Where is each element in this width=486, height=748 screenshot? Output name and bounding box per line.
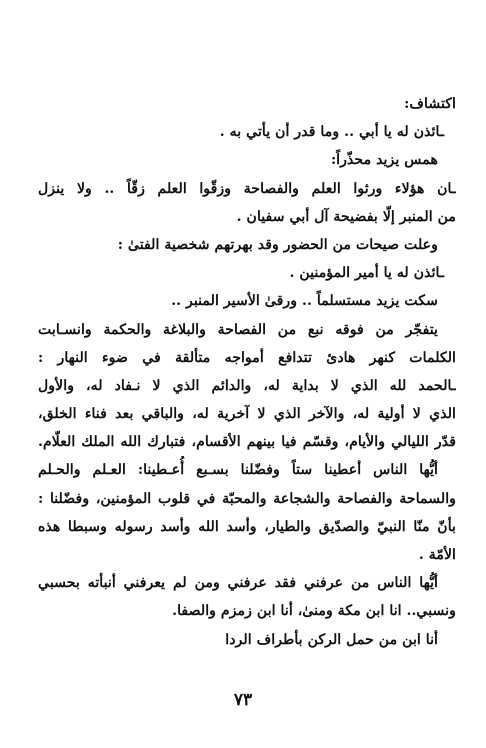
text-line: أيُّها الناس من عرفني فقد عرفني ومن لم يعرفني أنبأته بحسبي: [38, 575, 438, 592]
text-line: الذي لا أولية له، والآخر الذي لا آخرية له، والباقي بعد فناء الخلق،: [38, 406, 456, 423]
text-line: بأنّ منّا النبيّ والصدّيق والطيار، وأسد الله وأسد رسوله وسبطا هذه: [38, 518, 456, 535]
text-line: أنا ابن من حمل الركن بأطراف الردا: [225, 631, 438, 648]
text-line: من المنبر إلّا بفضيحة آل أبي سفيان .: [236, 208, 456, 225]
text-line: وعلت صيحات من الحضور وقد بهرتهم شخصية الفتىٰ :: [117, 236, 438, 253]
text-line: ـائذن له يا أبي .. وما قدر أن يأتي به .: [219, 124, 444, 141]
text-line: قدّر الليالي والأيام، وقسّم فيا بينهم الأقسام، فتبارك الله الملك العلّام.: [38, 434, 456, 451]
text-line: سكت يزيد مستسلماً .. ورقىٰ الأسير المنبر ..: [171, 293, 438, 310]
page-text: [38, 90, 456, 654]
text-line: همس يزيد محذّراً:: [330, 152, 438, 169]
text-line: ـائذن له يا أمير المؤمنين .: [289, 265, 444, 282]
text-line: الأمّة .: [418, 547, 456, 563]
text-line: والسماحة والفصاحة والشجاعة والمحبّة في قلوب المؤمنين، وفضّلنا :: [38, 490, 456, 507]
text-line: ونسبي.. انا ابن مكة ومنىٰ، أنا ابن زمزم والصفا.: [172, 603, 456, 620]
text-line: الكلمات كنهر هادئ تتدافع أمواجه متألقة في ضوء النهار :: [38, 349, 456, 366]
text-line: ـان هؤلاء ورثوا العلم والفصاحة وزقّوا العلم زقّاً .. ولا ينزل: [38, 180, 456, 197]
text-line: ـالحمد لله الذي لا بداية له، والدائم الذي لا نـفاد له، والأول: [38, 377, 456, 394]
text-line: اكتشاف:: [404, 96, 456, 112]
page-number: ٧٣: [233, 690, 253, 710]
text-line: يتفجّر من فوقه نبع من الفصاحة والبلاغة والحكمة وانسـابت: [38, 321, 438, 338]
text-line: أيُّها الناس أعطينا ستاً وفضّلنا بسـبع أُعـطينا: العـلم والحـلم: [38, 462, 438, 479]
